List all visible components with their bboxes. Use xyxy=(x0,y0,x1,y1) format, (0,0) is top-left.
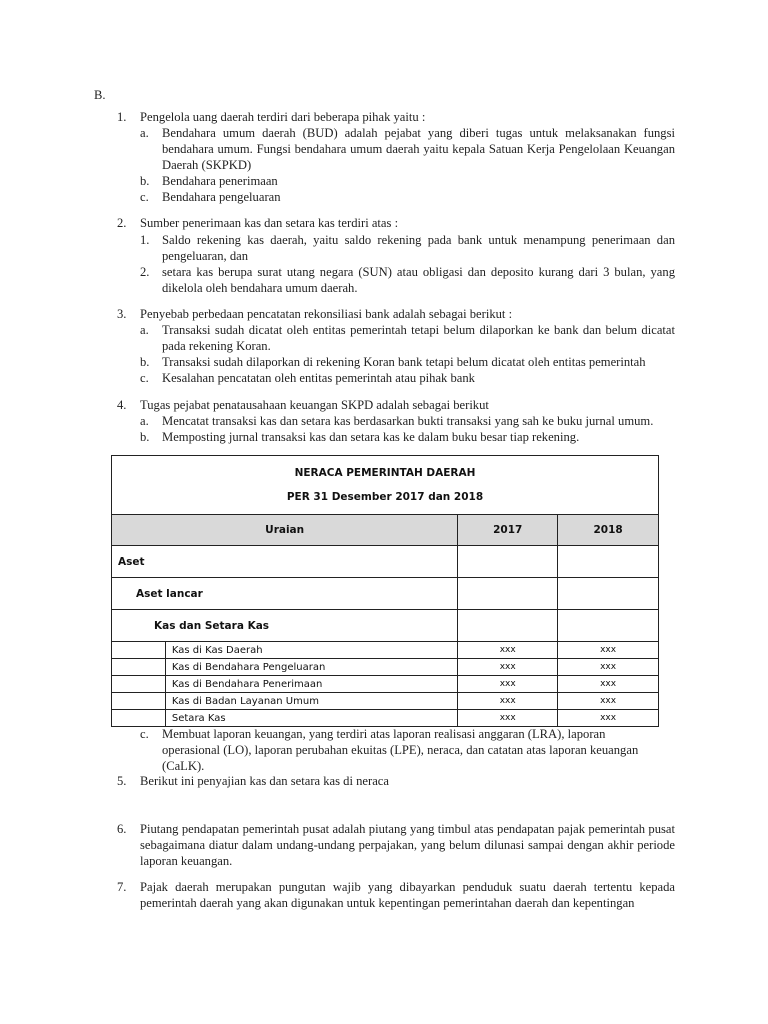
item-number: 7. xyxy=(117,880,127,894)
sub-text: Bendahara penerimaan xyxy=(162,174,278,188)
item-number: 3. xyxy=(117,307,127,321)
table-row: Kas di Badan Layanan Umum xxx xxx xyxy=(112,693,659,710)
item-text: Sumber penerimaan kas dan setara kas terdiri atas : xyxy=(140,216,399,230)
sub-text: Bendahara umum daerah (BUD) adalah pejabat yang diberi tugas untuk melaksanakan fungsi bendahara umum. Fungsi bendahara umum daerah yaitu kepala Satuan Kerja Pengelolaan Keuangan Daerah (SKPKD) xyxy=(162,126,675,172)
item-number: 6. xyxy=(117,822,127,836)
sub-text: Bendahara pengeluaran xyxy=(162,190,281,204)
item-number: 2. xyxy=(117,216,127,230)
sub-text: setara kas berupa surat utang negara (SUN) atau obligasi dan deposito kurang dari 3 bulan, yang dikelola oleh bendahara umum daerah. xyxy=(162,265,675,295)
table-title: NERACA PEMERINTAH DAERAH xyxy=(294,467,476,479)
item-number: 4. xyxy=(117,398,127,412)
item-text: Penyebab perbedaan pencatatan rekonsiliasi bank adalah sebagai berikut : xyxy=(140,307,513,321)
sub-text: Transaksi sudah dilaporkan di rekening Koran bank tetapi belum dicatat oleh entitas pemerintah xyxy=(162,355,646,369)
sub-text: Membuat laporan keuangan, yang terdiri atas laporan realisasi anggaran (LRA), laporan operasional (LO), laporan perubahan ekuitas (LPE), neraca, dan catatan atas laporan keuangan (CaLK). xyxy=(162,727,639,773)
table-row: Kas di Bendahara Penerimaan xxx xxx xyxy=(112,676,659,693)
sub-number: b. xyxy=(140,355,150,369)
sub-text: Transaksi sudah dicatat oleh entitas pemerintah tetapi belum dilaporkan ke bank dan belum dicatat pada rekening Koran. xyxy=(162,323,675,353)
sub-number: b. xyxy=(140,174,150,188)
sub-number: a. xyxy=(140,414,149,428)
item-text: Tugas pejabat penatausahaan keuangan SKPD adalah sebagai berikut xyxy=(140,398,489,412)
item-text: Pengelola uang daerah terdiri dari beberapa pihak yaitu : xyxy=(140,110,426,124)
sub-text: Kesalahan pencatatan oleh entitas pemerintah atau pihak bank xyxy=(162,371,475,385)
sub-number: c. xyxy=(140,371,149,385)
sub-number: b. xyxy=(140,430,150,444)
sub-text: Saldo rekening kas daerah, yaitu saldo rekening pada bank untuk menampung penerimaan dan pengeluaran, dan xyxy=(162,233,675,263)
group-kas: Kas dan Setara Kas xyxy=(112,610,458,642)
sub-number: 2. xyxy=(140,265,150,279)
item-text: Berikut ini penyajian kas dan setara kas di neraca xyxy=(140,774,389,788)
section-label: B. xyxy=(94,88,106,102)
sub-number: a. xyxy=(140,323,149,337)
item-number: 5. xyxy=(117,774,127,788)
table-row: Kas di Bendahara Pengeluaran xxx xxx xyxy=(112,659,659,676)
sub-text: Memposting jurnal transaksi kas dan setara kas ke dalam buku besar tiap rekening. xyxy=(162,430,580,444)
sub-number: 1. xyxy=(140,233,150,247)
table-subtitle: PER 31 Desember 2017 dan 2018 xyxy=(286,491,484,503)
header-2018: 2018 xyxy=(558,515,659,546)
group-aset-lancar: Aset lancar xyxy=(112,578,458,610)
header-2017: 2017 xyxy=(458,515,558,546)
header-uraian: Uraian xyxy=(112,515,458,546)
sub-number: a. xyxy=(140,126,149,140)
item-text: Pajak daerah merupakan pungutan wajib yang dibayarkan penduduk suatu daerah tertentu kepada pemerintah daerah yang akan digunakan untuk kepentingan pemerintahan daerah dan kepentingan xyxy=(140,880,675,910)
sub-text: Mencatat transaksi kas dan setara kas berdasarkan bukti transaksi yang sah ke buku jurnal umum. xyxy=(162,414,654,428)
sub-number: c. xyxy=(140,190,149,204)
item-text: Piutang pendapatan pemerintah pusat adalah piutang yang timbul atas pendapatan pajak pemerintah pusat sebagaimana diatur dalam undang-undang perpajakan, yang belum dilunasi sampai dengan akhir periode laporan keuangan. xyxy=(140,822,675,868)
table-row: Kas di Kas Daerah xxx xxx xyxy=(112,642,659,659)
group-aset: Aset xyxy=(112,546,458,578)
table-row: Setara Kas xxx xxx xyxy=(112,710,659,727)
item-number: 1. xyxy=(117,110,127,124)
balance-sheet-table xyxy=(111,455,659,727)
sub-number: c. xyxy=(140,727,149,741)
